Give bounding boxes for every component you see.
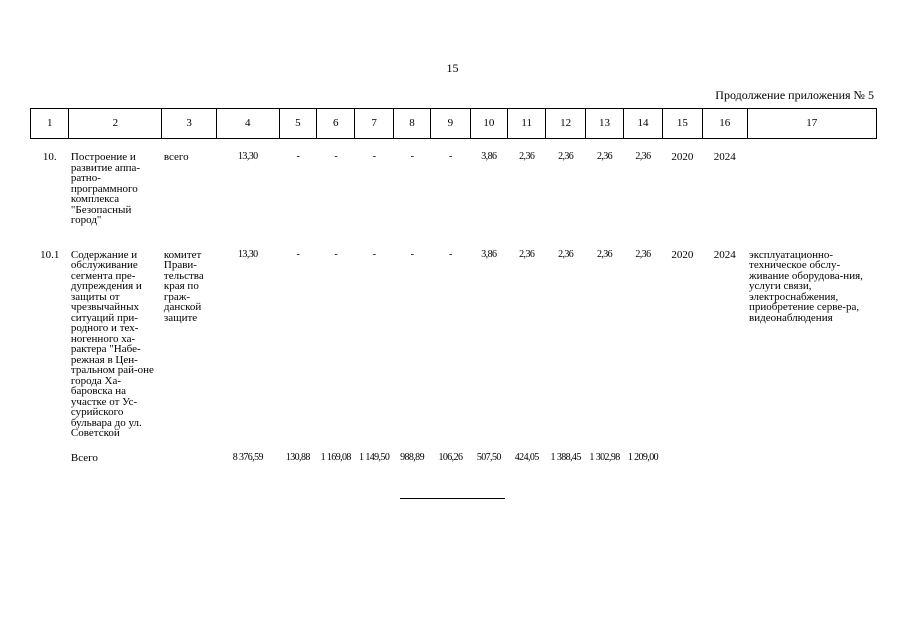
year-start: 2020 <box>671 151 694 163</box>
header-cell: 6 <box>317 109 355 139</box>
appendix-table <box>30 108 877 463</box>
total-value: 988,89 <box>400 451 424 463</box>
header-cell: 3 <box>162 109 217 139</box>
table-row <box>31 139 877 250</box>
header-cell: 1 <box>31 109 69 139</box>
total-value: 1 388,45 <box>550 451 581 463</box>
header-cell: 14 <box>624 109 662 139</box>
total-value: 1 149,50 <box>359 451 390 463</box>
total-value: 507,50 <box>476 451 501 463</box>
value-cell: - <box>334 248 338 260</box>
header-cell: 2 <box>69 109 162 139</box>
header-cell: 8 <box>393 109 430 139</box>
total-value: 1 302,98 <box>589 451 620 463</box>
value-cell: - <box>410 248 414 260</box>
year-start: 2020 <box>671 248 694 261</box>
value-cell: 2,36 <box>519 151 535 162</box>
value-cell: - <box>296 248 300 260</box>
value-cell: 2,36 <box>596 151 613 162</box>
header-cell: 7 <box>355 109 393 139</box>
value-cell: 13,30 <box>238 151 258 162</box>
row-name: Построение и развитие аппа-ратно-программного комплекса "Безопасный город" <box>70 151 141 226</box>
row-executor: комитет Прави-тельства края по граж-данской защите <box>163 248 204 324</box>
header-cell: 11 <box>508 109 546 139</box>
row-result <box>747 139 876 250</box>
value-cell: 3,86 <box>481 151 497 162</box>
row-result: эксплуатационно-техническое обслу-живание оборудова-ния, услуги связи, электроснабжения, приобретение серве-ра, видеонаблюдения <box>749 248 863 324</box>
value-cell: 2,36 <box>558 151 574 162</box>
value-cell: 2,36 <box>635 151 651 162</box>
header-cell: 12 <box>546 109 585 139</box>
year-end: 2024 <box>713 151 736 163</box>
total-spacer <box>662 453 702 464</box>
continuation-caption: Продолжение приложения № 5 <box>715 88 874 102</box>
value-cell: - <box>449 151 452 162</box>
total-value: 1 169,08 <box>320 451 351 463</box>
total-value: 1 209,00 <box>627 451 659 463</box>
header-cell: 17 <box>747 109 876 139</box>
row-name: Содержание и обслуживание сегмента пре-дупреждения и защиты от чрезвычайных ситуаций при-родного и тех-ногенного ха-рактера "Набе-режная в Цен-тральном рай-оне города Ха-баровска на участке от Ус-сурийского бульвара до ул. Советской <box>70 248 154 439</box>
value-cell: 2,36 <box>558 248 574 260</box>
value-cell: 2,36 <box>596 248 613 260</box>
total-spacer <box>31 453 69 464</box>
total-spacer <box>747 453 876 464</box>
value-cell: 13,30 <box>238 248 258 260</box>
table-row <box>31 250 877 453</box>
value-cell: 2,36 <box>635 248 651 260</box>
value-cell: 2,36 <box>519 248 535 260</box>
year-end: 2024 <box>713 248 736 261</box>
row-number: 10.1 <box>40 248 60 261</box>
header-cell: 16 <box>703 109 747 139</box>
total-label: Всего <box>70 451 98 464</box>
header-cell: 4 <box>216 109 279 139</box>
header-cell: 5 <box>279 109 316 139</box>
column-number-row <box>31 109 877 139</box>
value-cell: - <box>372 248 376 260</box>
total-row <box>31 453 877 464</box>
value-cell: - <box>372 151 376 162</box>
row-executor: всего <box>163 151 189 163</box>
value-cell: - <box>334 151 338 162</box>
total-value: 130,88 <box>285 451 310 463</box>
value-cell: - <box>296 151 300 162</box>
total-value: 8 376,59 <box>232 451 263 463</box>
page-number: 15 <box>446 61 459 75</box>
row-number: 10. <box>42 151 57 163</box>
value-cell: - <box>410 151 414 162</box>
total-value: 106,26 <box>438 451 463 463</box>
total-value: 424,05 <box>514 451 539 463</box>
header-cell: 10 <box>470 109 507 139</box>
header-cell: 15 <box>662 109 702 139</box>
total-spacer <box>703 453 747 464</box>
total-spacer <box>162 453 217 464</box>
header-cell: 9 <box>431 109 470 139</box>
value-cell: 3,86 <box>481 248 497 260</box>
end-rule <box>400 498 505 499</box>
value-cell: - <box>449 248 452 260</box>
header-cell: 13 <box>585 109 623 139</box>
